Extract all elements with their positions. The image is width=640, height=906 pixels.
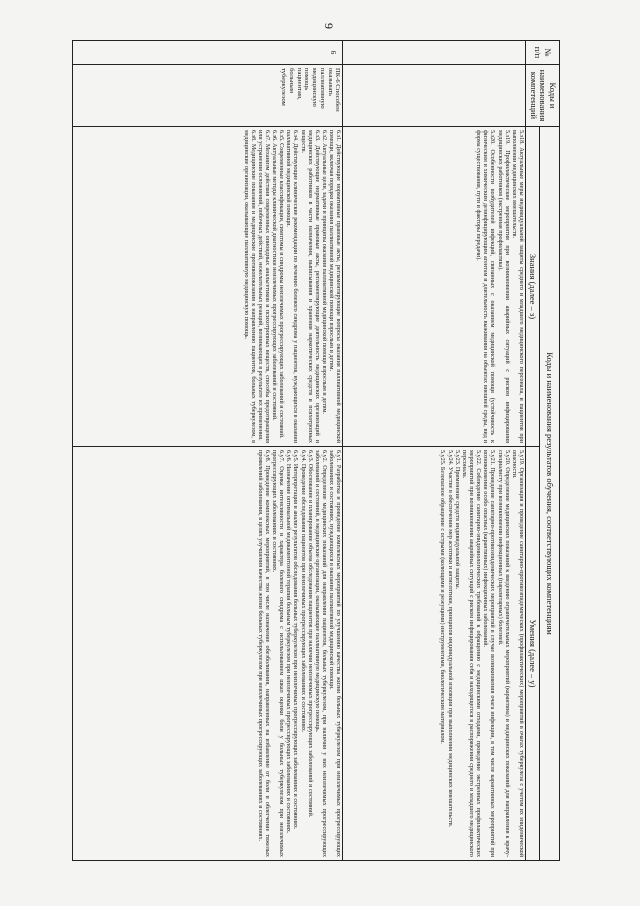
header-results-group: Коды и наименования результатов обучения, соответствующих компетенциям [540, 127, 560, 861]
skill-item: 6.у5. Интерпретация и анализ результатов обследования больных туберкулезом при неизлечимых прогрессирующих заболеваниях и состояниях. [292, 450, 299, 830]
table-row [73, 41, 343, 861]
header-number: № п/п [526, 41, 560, 65]
skill-item: 6.у4. Проведение обследования пациентов при неизлечимых прогрессирующих заболеваниях и состояниях. [299, 450, 306, 733]
header-competency-code: Коды и наименования компетенций [526, 65, 560, 127]
knowledge-cell [73, 127, 343, 447]
page-number: 9 [322, 23, 336, 29]
knowledge-item: 6.з5. Современные классификации, симптомы и синдромы неизлечимых прогрессирующих заболеваний и состояний. [278, 130, 285, 439]
knowledge-item: 6.з4. Действующие клинические рекомендации по лечению болевого синдрома у пациентов, нуждающихся в оказании паллиативной медицинской помощи. [285, 130, 299, 443]
skills-cell [343, 447, 526, 861]
knowledge-item: 6.з8. Медицинские показания и медицинские противопоказания к направлению пациентов, больных туберкулезом, в медицинские организации, оказывающие паллиативную медицинскую помощь. [242, 130, 256, 443]
skill-item: 6.у3. Обоснование и планирование объема обследования пациентов при наличии неизлечимых прогрессирующих заболеваний и состояний. [306, 450, 313, 818]
competency-code [343, 65, 526, 127]
header-knowledge: Знания (далее – з) [526, 127, 540, 447]
knowledge-item: 6.з1. Действующие нормативные правовые акты, регламентирующие вопросы оказания паллиативной медицинской помощи, включая порядки оказания паллиативной медицинской помощи взрослым и детям. [328, 130, 342, 443]
skill-item: 5.у19. Организация и проведение санитарно-противоэпидемических (профилактических) мероприятий в очагах туберкулеза с учетом их эпидемической опасности. [510, 450, 524, 858]
knowledge-cell [343, 127, 526, 447]
skill-item: 6.у2. Определение медицинских показаний для направления пациентов, больных туберкулезом, при наличии у них неизлечимых прогрессирующих заболеваний и состояний, в медицинские организации, оказывающие паллиативную медицинскую помощь. [313, 450, 328, 858]
skill-item: 6.у8. Проведение комплексных мероприятий, в том числе назначение обезболивания, направленных на избавление от боли и облегчение тяжелых проявлений заболевания, в целях улучшения качества жизни больных туберкулезом при неизлечимых прогрессирующих заболеваниях и состояниях. [256, 450, 270, 858]
knowledge-item: 6.з2. Актуальные цели, задачи и принципы оказания паллиативной медицинской помощи взрослым и детям. [321, 130, 328, 414]
knowledge-item: 5.з18. Актуальные меры индивидуальной защиты среднего и младшего медицинского персонала, и пациентов при выполнении медицинских вмешательств. [510, 130, 524, 443]
skill-item: 5.у20. Определение медицинских показаний к введению ограничительных мероприятий (карантина) и медицинских показаний для направления к врачу-специалисту при возникновении инфекционных (паразитарных) болезней. [496, 450, 510, 858]
knowledge-item: 6.з7. Механизм действия современных опиоидных анальгетиков и психотропных веществ, способы предотвращения или устранения осложнений, побочных действий, нежелательных реакций, возникающих в результате их применения. [256, 130, 270, 443]
row-number [343, 41, 526, 65]
skill-item: 5.у25. Безопасное обращение с острыми (колющими и режущими) инструментами, биологическим материалом. [439, 450, 446, 744]
skill-item: 6.у1. Разработка и проведение комплексных мероприятий по улучшению качества жизни больных туберкулезом при неизлечимых прогрессирующих заболеваниях и состояниях, нуждающихся в оказании паллиативной медицинской помощи. [328, 450, 342, 858]
row-number: 6 [73, 41, 343, 65]
skill-item: 5.у21. Проведение санитарно-противоэпидемических мероприятий в случае возникновения очага инфекции, в том числе карантинных мероприятий при возникновении особо опасных (карантинных) инфекционных заболеваний. [482, 450, 496, 858]
competency-code: ПК-6 Способен оказывать паллиативную медицинскую помощь пациентам, больным туберкулезом [73, 65, 343, 127]
skill-item: 5.у23. Применение средств индивидуальной защиты. [453, 450, 460, 590]
skill-item: 5.у24. Участие в обеспечении мер асептики и антисептики, принципов индивидуальной изоляции при выполнении медицинских вмешательств. [446, 450, 453, 828]
knowledge-item: 5.з20. Особенности возбудителей инфекций, связанных с оказанием медицинской помощи (устойчивость к физическим и химическим дезинфицирующим агентам и длительность выживания на объектах внешней среды, вид и форма существования, пути и факторы передачи). [475, 130, 496, 443]
skill-item: 6.у6. Назначение оптимальной медикаментозной терапии больным туберкулезом при неизлечимых прогрессирующих заболеваниях и состояниях. [285, 450, 292, 834]
skill-item: 5.у22. Соблюдение санитарно-эпидемиологических требований к обращению с медицинскими отходами, проведение экстренных профилактических мероприятий при возникновении аварийных ситуаций с риском инфицирования себя и находящегося в распоряжении среднего и младшего медицинского персонала. [460, 450, 482, 858]
knowledge-item: 6.з3. Действующие нормативные правовые акты, регламентирующие деятельность медицинских организаций и медицинских работников в части назначения, выписывания и хранения наркотических средств и психотропных веществ. [299, 130, 320, 443]
competency-table [72, 40, 560, 861]
header-skills: Умения (далее – у) [526, 447, 540, 861]
competency-table-wrapper [72, 40, 560, 860]
skill-item: 6.у7. Оценка интенсивности и характера болевого синдрома с использованием шкал оценки боли у больных туберкулезом при неизлечимых прогрессирующих заболеваниях и состояниях. [271, 450, 285, 858]
skills-cell [73, 447, 343, 861]
table-row [343, 41, 526, 861]
knowledge-item: 6.з6. Актуальные методы клинической диагностики неизлечимых прогрессирующих заболеваний и состояний. [271, 130, 278, 421]
knowledge-item: 5.з19. Профилактические мероприятия при возникновении аварийных ситуаций с риском инфицирования медицинских работников (экстренная профилактика). [496, 130, 510, 443]
